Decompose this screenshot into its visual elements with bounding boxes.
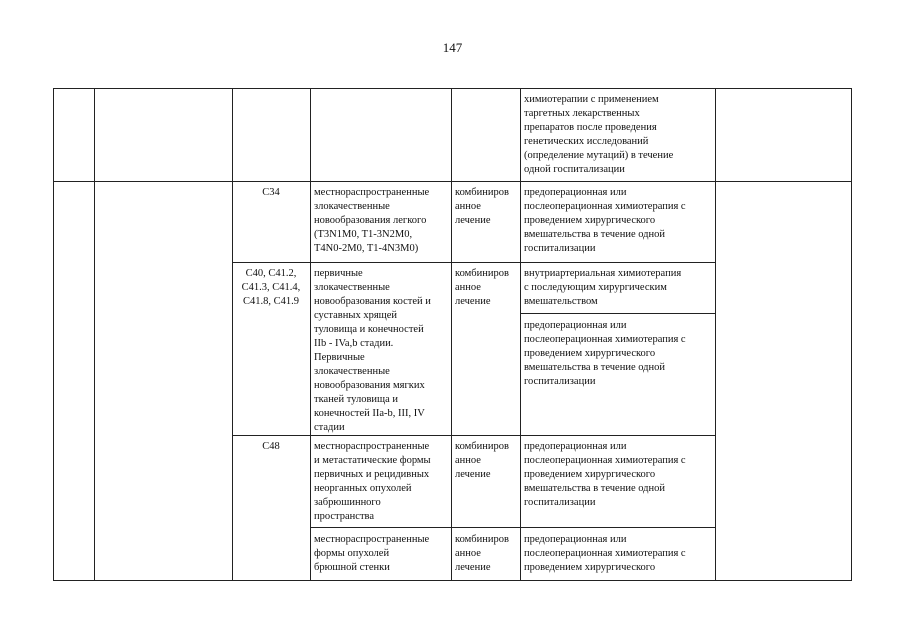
table-bottom-border	[53, 580, 852, 581]
col-sep-1	[94, 88, 95, 581]
col-sep-6	[715, 88, 716, 581]
row-sep-4	[310, 527, 716, 528]
row-c34-method: предоперационная или послеоперационная химиотерапия с проведением хирургического вмешательства в течение одной госпитализации	[524, 187, 686, 254]
page-number: 147	[442, 40, 463, 55]
row-sep-1	[53, 181, 852, 182]
row-c48-treatment-type: комбиниров анное лечение	[455, 441, 509, 480]
col-sep-4	[451, 88, 452, 581]
row-c40-codes: C40, C41.2, C41.3, C41.4, C41.8, C41.9	[241, 268, 301, 307]
row-c40-method-1: внутриартериальная химиотерапия с последующим хирургическим вмешательством	[524, 268, 682, 307]
row-abdominal-method: предоперационная или послеоперационная химиотерапия с проведением хирургического	[524, 534, 686, 573]
row-c34-treatment-type: комбиниров анное лечение	[455, 187, 509, 226]
row-c48-model: местнораспространенные и метастатические формы первичных и рецидивных неорганных опухолей забрюшинного пространства	[314, 441, 431, 522]
row-c34-codes: C34	[262, 187, 280, 198]
table-left-border	[53, 88, 54, 581]
row-c48-codes: C48	[262, 441, 280, 452]
row-sep-2b	[520, 313, 716, 314]
row-abdominal-model: местнораспространенные формы опухолей брюшной стенки	[314, 534, 430, 573]
row-sep-3	[232, 435, 716, 436]
row-c40-method-2: предоперационная или послеоперационная химиотерапия с проведением хирургического вмешательства в течение одной госпитализации	[524, 320, 686, 387]
table-right-border	[851, 88, 852, 581]
row-c40-model: первичные злокачественные новообразования костей и суставных хрящей туловища и конечностей IIb - IVa,b стадии. Первичные злокачественные новообразования мягких тканей туловища и конечностей IIa-b, III, IV стадии	[314, 268, 431, 433]
row-sep-2	[232, 262, 716, 263]
row-c34-model: местнораспространенные злокачественные новообразования легкого (T3N1M0, T1-3N2M0, T4N0-2M0, T1-4N3M0)	[314, 187, 430, 254]
row-c40-treatment-type: комбиниров анное лечение	[455, 268, 509, 307]
col-sep-2	[232, 88, 233, 581]
col-sep-3	[310, 88, 311, 581]
top-row-treatment-method: химиотерапии с применением таргетных лекарственных препаратов после проведения генетических исследований (определение мутаций) в течение одной госпитализации	[524, 94, 674, 175]
row-c48-method: предоперационная или послеоперационная химиотерапия с проведением хирургического вмешательства в течение одной госпитализации	[524, 441, 686, 508]
col-sep-5	[520, 88, 521, 581]
table-top-border	[53, 88, 852, 89]
row-abdominal-treatment-type: комбиниров анное лечение	[455, 534, 509, 573]
